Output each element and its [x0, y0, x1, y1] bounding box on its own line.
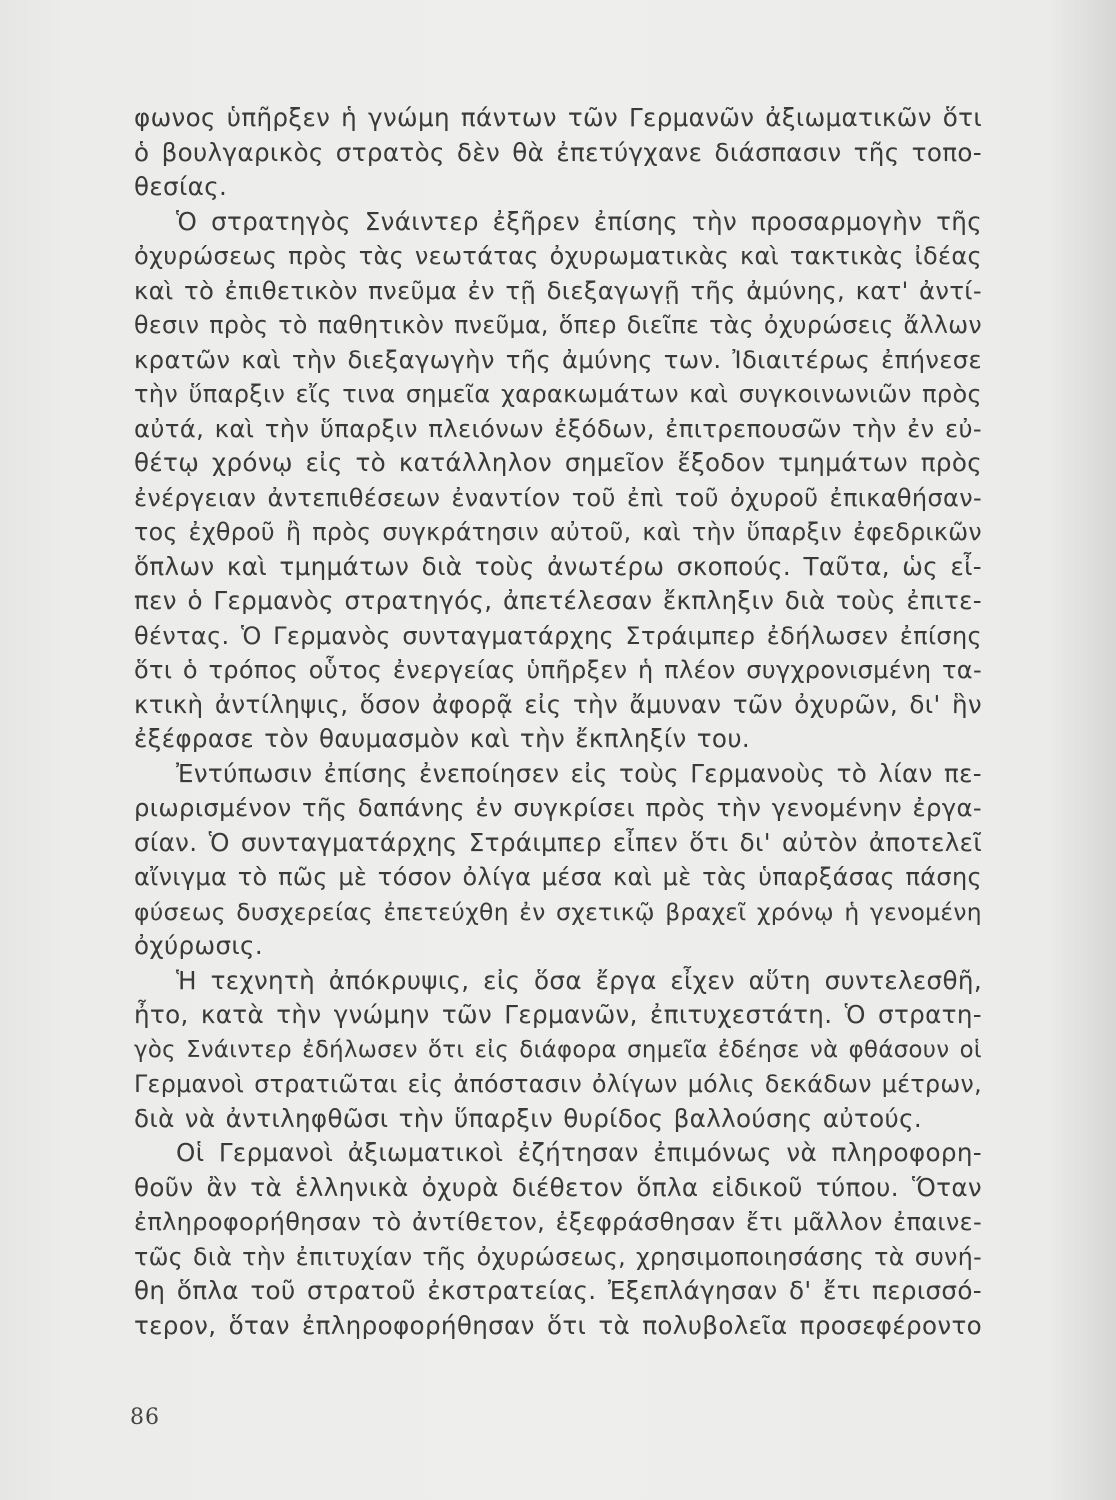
text-line: τὴν ὕπαρξιν εἴς τινα σημεῖα χαρακωμάτων καὶ συγκοινωνιῶν πρὸς: [134, 380, 982, 408]
text-line: ὅπλων καὶ τμημάτων διὰ τοὺς ἀνωτέρω σκοπούς. Ταῦτα, ὡς εἶ-: [134, 551, 982, 581]
text-line: τος ἐχθροῦ ἢ πρὸς συγκράτησιν αὐτοῦ, καὶ τὴν ὕπαρξιν ἐφεδρικῶν: [134, 518, 982, 546]
text-line: θέντας. Ὁ Γερμανὸς συνταγματάρχης Στράιμπερ ἐδήλωσεν ἐπίσης: [134, 621, 982, 650]
text-line: Ἐντύπωσιν ἐπίσης ἐνεποίησεν εἰς τοὺς Γερμανοὺς τὸ λίαν πε-: [176, 758, 982, 788]
text-line: Ἡ τεχνητὴ ἀπόκρυψις, εἰς ὅσα ἔργα εἶχεν αὕτη συντελεσθῆ,: [176, 965, 982, 995]
text-line: ριωρισμένον τῆς δαπάνης ἐν συγκρίσει πρὸς τὴν γενομένην ἐργα-: [134, 793, 982, 822]
text-line: τῶς διὰ τὴν ἐπιτυχίαν τῆς ὀχυρώσεως, χρησιμοποιησάσης τὰ συνή-: [134, 1242, 982, 1271]
text-line: θοῦν ἂν τὰ ἑλληνικὰ ὀχυρὰ διέθετον ὅπλα εἰδικοῦ τύπου. Ὅταν: [134, 1172, 982, 1202]
text-line: ὅτι ὁ τρόπος οὗτος ἐνεργείας ὑπῆρξεν ἡ πλέον συγχρονισμένη τα-: [134, 656, 982, 684]
body-text: [134, 101, 982, 1343]
text-line: φωνος ὑπῆρξεν ἡ γνώμη πάντων τῶν Γερμανῶν ἀξιωματικῶν ὅτι: [134, 103, 982, 132]
text-line: αὐτά, καὶ τὴν ὕπαρξιν πλειόνων ἐξόδων, ἐπιτρεπουσῶν τὴν ἐν εὐ-: [134, 413, 982, 443]
text-line: κρατῶν καὶ τὴν διεξαγωγὴν τῆς ἀμύνης των. Ἰδιαιτέρως ἐπήνεσε: [134, 344, 982, 374]
text-line: διὰ νὰ ἀντιληφθῶσι τὴν ὕπαρξιν θυρίδος βαλλούσης αὐτούς.: [134, 1103, 923, 1133]
text-line: γὸς Σνάιντερ ἐδήλωσεν ὅτι εἰς διάφορα σημεῖα ἐδέησε νὰ φθάσουν οἱ: [134, 1036, 982, 1063]
text-line: ὀχυρώσεως πρὸς τὰς νεωτάτας ὀχυρωματικὰς καὶ τακτικὰς ἰδέας: [134, 242, 982, 270]
text-line: θέτῳ χρόνῳ εἰς τὸ κατάλληλον σημεῖον ἔξοδον τμημάτων πρὸς: [134, 448, 982, 477]
text-line: ἐπληροφορήθησαν τὸ ἀντίθετον, ἐξεφράσθησαν ἔτι μᾶλλον ἐπαινε-: [134, 1208, 982, 1236]
text-line: Γερμανοὶ στρατιῶται εἰς ἀπόστασιν ὀλίγων μόλις δεκάδων μέτρων,: [134, 1070, 982, 1098]
text-line: πεν ὁ Γερμανὸς στρατηγός, ἀπετέλεσαν ἔκπληξιν διὰ τοὺς ἐπιτε-: [134, 586, 982, 615]
text-line: τερον, ὅταν ἐπληροφορήθησαν ὅτι τὰ πολυβολεῖα προσεφέροντο: [134, 1310, 982, 1340]
text-line: σίαν. Ὁ συνταγματάρχης Στράιμπερ εἶπεν ὅτι δι' αὐτὸν ἀποτελεῖ: [134, 827, 982, 857]
text-line: θη ὅπλα τοῦ στρατοῦ ἐκστρατείας. Ἐξεπλάγησαν δ' ἔτι περισσό-: [134, 1276, 982, 1305]
text-line: Οἱ Γερμανοὶ ἀξιωματικοὶ ἐζήτησαν ἐπιμόνως νὰ πληροφορη-: [176, 1138, 982, 1167]
text-line: Ὁ στρατηγὸς Σνάιντερ ἐξῆρεν ἐπίσης τὴν προσαρμογὴν τῆς: [176, 206, 982, 236]
text-line: καὶ τὸ ἐπιθετικὸν πνεῦμα ἐν τῇ διεξαγωγῇ τῆς ἀμύνης, κατ' ἀντί-: [134, 275, 982, 305]
text-line: φύσεως δυσχερείας ἐπετεύχθη ἐν σχετικῷ βραχεῖ χρόνῳ ἡ γενομένη: [134, 897, 982, 926]
text-line: κτικὴ ἀντίληψις, ὅσον ἀφορᾷ εἰς τὴν ἄμυναν τῶν ὀχυρῶν, δι' ἣν: [134, 689, 982, 719]
text-line: ὁ βουλγαρικὸς στρατὸς δὲν θὰ ἐπετύγχανε διάσπασιν τῆς τοπο-: [134, 137, 982, 167]
text-line: ὀχύρωσις.: [134, 931, 264, 960]
text-line: θεσιν πρὸς τὸ παθητικὸν πνεῦμα, ὅπερ διεῖπε τὰς ὀχυρώσεις ἄλλων: [134, 311, 982, 339]
text-line: θεσίας.: [134, 172, 228, 201]
text-line: αἴνιγμα τὸ πῶς μὲ τόσον ὀλίγα μέσα καὶ μὲ τὰς ὑπαρξάσας πάσης: [134, 863, 982, 891]
text-line: ἐξέφρασε τὸν θαυμασμὸν καὶ τὴν ἔκπληξίν του.: [134, 724, 751, 753]
text-line: ἐνέργειαν ἀντεπιθέσεων ἐναντίον τοῦ ἐπὶ τοῦ ὀχυροῦ ἐπικαθήσαν-: [134, 483, 982, 512]
text-line: ἦτο, κατὰ τὴν γνώμην τῶν Γερμανῶν, ἐπιτυχεστάτη. Ὁ στρατη-: [134, 1000, 982, 1029]
page-number: 86: [130, 1405, 160, 1430]
